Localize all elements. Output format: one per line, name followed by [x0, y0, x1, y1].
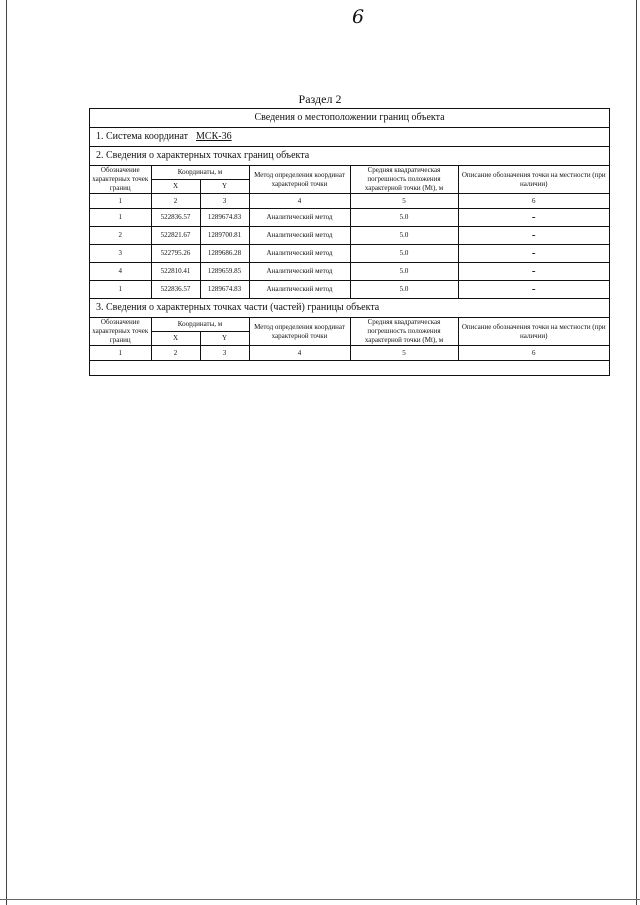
column-number: 6	[458, 346, 609, 361]
coordinate-y: 1289659.85	[200, 263, 249, 281]
column-header-y: Y	[200, 179, 249, 193]
table-row	[90, 227, 609, 245]
determination-method: Аналитический метод	[249, 263, 350, 281]
empty-row	[90, 361, 609, 375]
column-header-coordinates: Координаты, м	[151, 166, 249, 179]
page-right-edge	[636, 0, 637, 905]
boundary-parts-table	[90, 318, 609, 361]
column-number: 1	[90, 346, 151, 361]
coordinate-y: 1289674.83	[200, 209, 249, 227]
coordinate-x: 522836.57	[151, 281, 200, 299]
column-header-x: X	[151, 179, 200, 193]
coordinate-x: 522810.41	[151, 263, 200, 281]
position-accuracy: 5.0	[350, 209, 458, 227]
table-row	[90, 209, 609, 227]
page-left-edge	[6, 0, 7, 905]
coordinate-y: 1289686.28	[200, 245, 249, 263]
position-accuracy: 5.0	[350, 227, 458, 245]
coordinate-x: 522836.57	[151, 209, 200, 227]
point-designation: 2	[90, 227, 151, 245]
determination-method: Аналитический метод	[249, 227, 350, 245]
boundary-points-table	[90, 166, 609, 299]
position-accuracy: 5.0	[350, 263, 458, 281]
column-number: 3	[200, 346, 249, 361]
page-bottom-edge	[0, 899, 640, 900]
column-number: 4	[249, 194, 350, 209]
table-header-row	[90, 318, 609, 331]
section-parts-title: 3. Сведения о характерных точках части (частей) границы объекта	[90, 299, 609, 318]
coordinate-x: 522795.26	[151, 245, 200, 263]
point-designation: 4	[90, 263, 151, 281]
table-header-row	[90, 166, 609, 179]
column-numbers-row	[90, 194, 609, 209]
point-designation: 1	[90, 209, 151, 227]
table-header: Сведения о местоположении границ объекта	[90, 109, 609, 128]
handwritten-page-number: 6	[352, 6, 365, 28]
point-designation: 1	[90, 281, 151, 299]
column-header-coordinates: Координаты, м	[151, 318, 249, 331]
table-row	[90, 263, 609, 281]
column-number: 1	[90, 194, 151, 209]
determination-method: Аналитический метод	[249, 281, 350, 299]
coordinate-system-label: 1. Система координат	[96, 131, 189, 142]
coordinate-system-row	[90, 128, 609, 147]
column-number: 3	[200, 194, 249, 209]
point-description: -	[458, 209, 609, 227]
boundary-info-sheet	[89, 108, 610, 376]
column-number: 2	[151, 194, 200, 209]
column-number: 6	[458, 194, 609, 209]
section-title: Раздел 2	[298, 92, 342, 106]
column-header-y: Y	[200, 331, 249, 345]
position-accuracy: 5.0	[350, 245, 458, 263]
table-row	[90, 281, 609, 299]
column-header-designation: Обозначение характерных точек границ	[90, 166, 151, 194]
column-header-method: Метод определения координат характерной точки	[249, 318, 350, 346]
column-number: 4	[249, 346, 350, 361]
section-points-title: 2. Сведения о характерных точках границ объекта	[90, 147, 609, 166]
point-description: -	[458, 263, 609, 281]
determination-method: Аналитический метод	[249, 209, 350, 227]
point-description: -	[458, 281, 609, 299]
column-header-accuracy: Средняя квадратическая погрешность положения характерной точки (Mt), м	[350, 166, 458, 194]
coordinate-system-code: МСК-36	[196, 131, 232, 142]
point-description: -	[458, 245, 609, 263]
position-accuracy: 5.0	[350, 281, 458, 299]
coordinate-y: 1289674.83	[200, 281, 249, 299]
column-header-method: Метод определения координат характерной точки	[249, 166, 350, 194]
column-number: 5	[350, 194, 458, 209]
coordinate-x: 522821.67	[151, 227, 200, 245]
table-row	[90, 245, 609, 263]
column-number: 2	[151, 346, 200, 361]
column-header-description: Описание обозначения точки на местности (при наличии)	[458, 166, 609, 194]
column-number: 5	[350, 346, 458, 361]
column-header-designation: Обозначение характерных точек границ	[90, 318, 151, 346]
coordinate-y: 1289700.81	[200, 227, 249, 245]
column-header-accuracy: Средняя квадратическая погрешность положения характерной точки (Mt), м	[350, 318, 458, 346]
point-description: -	[458, 227, 609, 245]
column-header-description: Описание обозначения точки на местности (при наличии)	[458, 318, 609, 346]
column-numbers-row	[90, 346, 609, 361]
column-header-x: X	[151, 331, 200, 345]
determination-method: Аналитический метод	[249, 245, 350, 263]
point-designation: 3	[90, 245, 151, 263]
